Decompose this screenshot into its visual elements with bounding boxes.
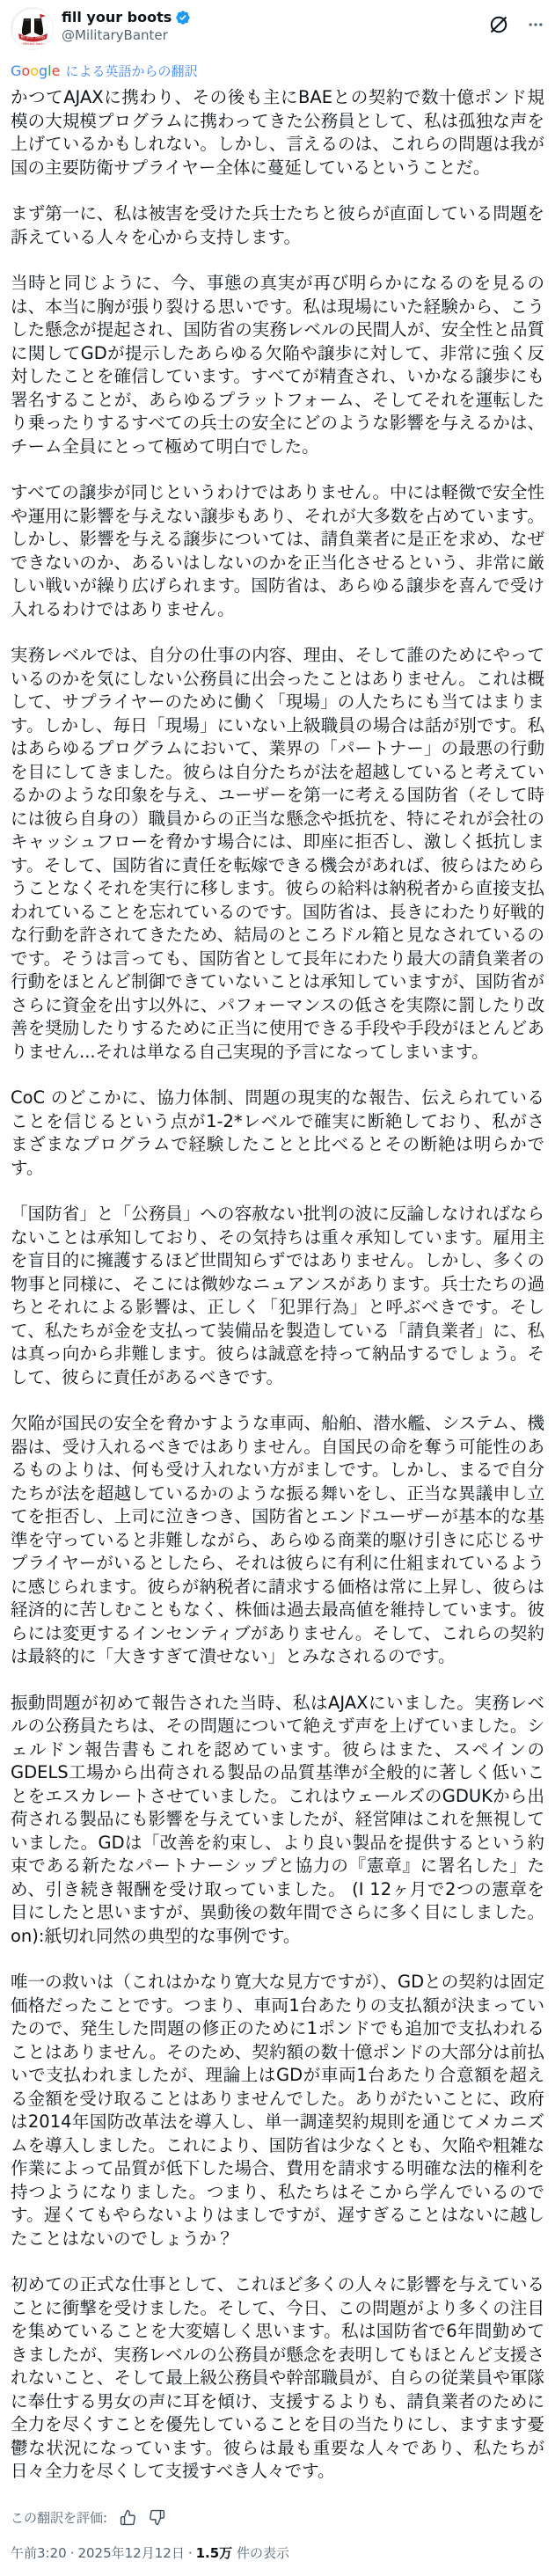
avatar[interactable] <box>11 7 54 50</box>
tweet-paragraph: 「国防省」と「公務員」への容赦ない批判の波に反論しなければならないことは承知しており、その気持ちは重々承知しています。雇用主を盲目的に擁護するほど世間知らずではありません。しかし、多くの物事と同様に、そこには微妙なニュアンスがあります。兵士たちの過ちとそれによる影響は、正しく「犯罪行為」と呼ぶべきです。そして、私たちが金を支払って装備品を製造している「請負業者」に、私は真っ向から非難します。彼らは誠意を持って納品するでしょう。そして、彼らに責任があるべきです。 <box>11 1204 544 1387</box>
google-logo: Google <box>11 62 61 79</box>
thumbs-up-icon[interactable] <box>120 2509 136 2526</box>
header-actions <box>488 7 544 35</box>
verified-badge-icon <box>175 10 191 26</box>
tweet-text <box>11 86 544 2484</box>
meta-separator: · <box>69 2544 75 2561</box>
tweet-date: 2025年12月12日 <box>77 2544 185 2561</box>
tweet-time: 午前3:20 <box>11 2544 67 2561</box>
tweet-meta <box>11 2544 544 2562</box>
tweet-header <box>11 7 544 50</box>
tweet-paragraph: 欠陥が国民の安全を脅かすような車両、船舶、潜水艦、システム、機器は、受け入れるべきではありません。自国民の命を奪う可能性のあるものよりは、何も受け入れない方がましです。しかし、まるで自分たちが法を超越しているかのような振る舞いをし、正当な異議申し立てを拒否し、上司に泣きつき、国防省とエンドユーザーが基本的な基準を守っていると非難しながら、あらゆる商業的駆け引きに応じるサプライヤーがいるとしたら、それは彼らに有利に仕組まれているように感じられます。彼らが納税者に請求する価格は常に上昇し、彼らは経済的に苦しむこともなく、株価は過去最高値を維持しています。彼らには変更するインセンティブがありません。そして、これらの契約は最終的に「大きすぎて潰せない」とみなされるのです。 <box>11 1413 544 1666</box>
tweet-paragraph: 振動問題が初めて報告された当時、私はAJAXにいました。実務レベルの公務員たちは、その問題について絶えず声を上げていました。シェルドン報告書もこれを認めています。彼らはまた、スペインのGDELS工場から出荷される製品の品質基準が全般的に著しく低いことをエスカレートさせていました。これはウェールズのGDUKから出荷される製品にも影響を与えていましたが、経営陣はこれを無視していました。GDは「改善を約束し、より良い製品を提供するという約束である新たなパートナーシップと協力の『憲章』に署名した」ため、引き続き報酬を受け取っていました。 (I 12ヶ月で2つの憲章を目にしたと思いますが、異動後の数年間でさらに多く目にしました。 on):紙切れ同然の典型的な事例です。 <box>11 1692 544 1946</box>
translation-label: による英語からの翻訳 <box>65 63 198 79</box>
rate-translation-label: この翻訳を評価: <box>11 2509 108 2526</box>
translation-attribution[interactable] <box>11 62 544 80</box>
thumbs-down-icon[interactable] <box>149 2509 165 2526</box>
tweet-paragraph: すべての譲歩が同じというわけではありません。中には軽微で安全性や運用に影響を与えない譲歩もあり、それが大多数を占めています。しかし、影響を与える譲歩については、請負業者に是正を求め、なぜできないのか、あるいはしないのかを正当化させるという、非常に厳しい戦いが繰り広げられます。国防省は、あらゆる譲歩を喜んで受け入れるわけではありません。 <box>11 482 544 619</box>
tweet-paragraph: 実務レベルでは、自分の仕事の内容、理由、そして誰のためにやっているのかを気にしない公務員に出会ったことはありません。これは概して、サプライヤーのために働く「現場」の人たちにも当てはまります。しかし、毎日「現場」にいない上級職員の場合は話が別です。私はあらゆるプログラムにおいて、業界の「パートナー」の最悪の行動を目にしてきました。彼らは自分たちが法を超越していると考えているかのような印象を与え、ユーザーを第一に考える国防省（そして時には彼ら自身の）職員からの正当な懸念や抵抗を、特にそれが会社のキャッシュフローを脅かす場合には、即座に拒否し、激しく抵抗します。そして、国防省に責任を転嫁できる機会があれば、彼らはためらうことなくそれを実行に移します。彼らの給料は納税者から直接支払われていることを忘れているのです。国防省は、長きにわたり好戦的な行動を許されてきたため、結局のところドル箱と見なされているのです。そうは言っても、国防省として長年にわたり最大の請負業者の行動をほとんど制御できていないことは承知していますが、国防省がさらに資金を出す以外に、パフォーマンスの低さを実際に罰したり改善を奨励したりするために正当に使用できる手段や手段がほとんどありません...それは単なる自己実現的予言になってしまいます。 <box>11 645 544 1062</box>
grok-icon[interactable] <box>488 14 509 35</box>
rate-translation-row <box>11 2508 544 2527</box>
svg-text:fill your boots: fill your boots <box>20 34 46 40</box>
tweet-paragraph: 唯一の救いは（これはかなり寛大な見方ですが）、GDとの契約は固定価格だったことです。つまり、車両1台あたりの支払額が決まっていたので、発生した問題の修正のために1ポンドでも追加で支払われることはありません。そのため、契約額の数十億ポンドの大部分は前払いで支払われましたが、理論上はGDが車両1台あたり合意額を超える金額を受け取ることはありませんでした。ありがたいことに、政府は2014年国防改革法を導入し、単一調達契約規則を通じてメカニズムを導入しました。これにより、国防省は少なくとも、欠陥や粗雑な作業によって品質が低下した場合、費用を請求する明確な法的権利を持つようになりました。つまり、私たちはそこから学んでいるのです。遅くてもやらないよりはましですが、遅すぎることはないに越したことはないのでしょうか？ <box>11 1972 544 2249</box>
tweet-paragraph: まず第一に、私は被害を受けた兵士たちと彼らが直面している問題を訴えている人々を心から支持します。 <box>11 203 544 247</box>
more-options-icon[interactable] <box>527 16 544 33</box>
user-identity <box>62 7 488 44</box>
views-count: 1.5万 <box>195 2544 233 2561</box>
avatar-image <box>11 8 54 50</box>
views-label: 件の表示 <box>236 2544 289 2561</box>
tweet-paragraph: かつてAJAXに携わり、その後も主にBAEとの契約で数十億ポンド規模の大規模プログラムに携わってきた公務員として、私は孤独な声を上げているかもしれない。しかし、言えるのは、これらの問題は我が国の主要防衛サプライヤー全体に蔓延しているということだ。 <box>11 87 544 178</box>
tweet-paragraph: 初めての正式な仕事として、これほど多くの人々に影響を与えていることに衝撃を受けました。そして、今日、この問題がより多くの注目を集めていることを大変嬉しく思います。私は国防省で6年間勤めてきましたが、実務レベルの公務員が懸念を表明してもほとんど支援されないこと、そして最上級公務員や幹部職員が、自らの従業員や軍隊に奉仕する男女の声に耳を傾け、支援するよりも、請負業者のために全力を尽くすことを優先していることを目の当たりにし、ますます憂鬱な状況になっています。彼らは最も重要な人々であり、私たちが日々全力を尽くして支援すべき人々です。 <box>11 2274 544 2481</box>
tweet-paragraph: 当時と同じように、今、事態の真実が再び明らかになるのを見るのは、本当に胸が張り裂ける思いです。私は現場にいた経験から、こうした懸念が提起され、国防省の実務レベルの民間人が、安全性と品質に関してGDが提示したあらゆる欠陥や譲歩に対して、非常に強く反対したことを確信しています。すべてが精査され、いかなる譲歩にも署名することが、あらゆるプラットフォーム、そしてそれを運転したり乗ったりするすべての兵士の安全にどのような影響を与えるかは、チーム全員にとって極めて明白でした。 <box>11 273 544 457</box>
display-name[interactable]: fill your boots <box>62 9 172 26</box>
tweet-paragraph: CoC のどこかに、協力体制、問題の現実的な報告、伝えられていることを信じるという点が1-2*レベルで確実に断絶しており、私がさまざまなプログラムで経験したことと比べるとその断絶は明らかです。 <box>11 1087 544 1178</box>
user-handle[interactable]: @MilitaryBanter <box>62 27 168 43</box>
svg-text:~Military bant~: ~Military bant~ <box>20 42 46 46</box>
meta-separator: · <box>187 2544 193 2561</box>
